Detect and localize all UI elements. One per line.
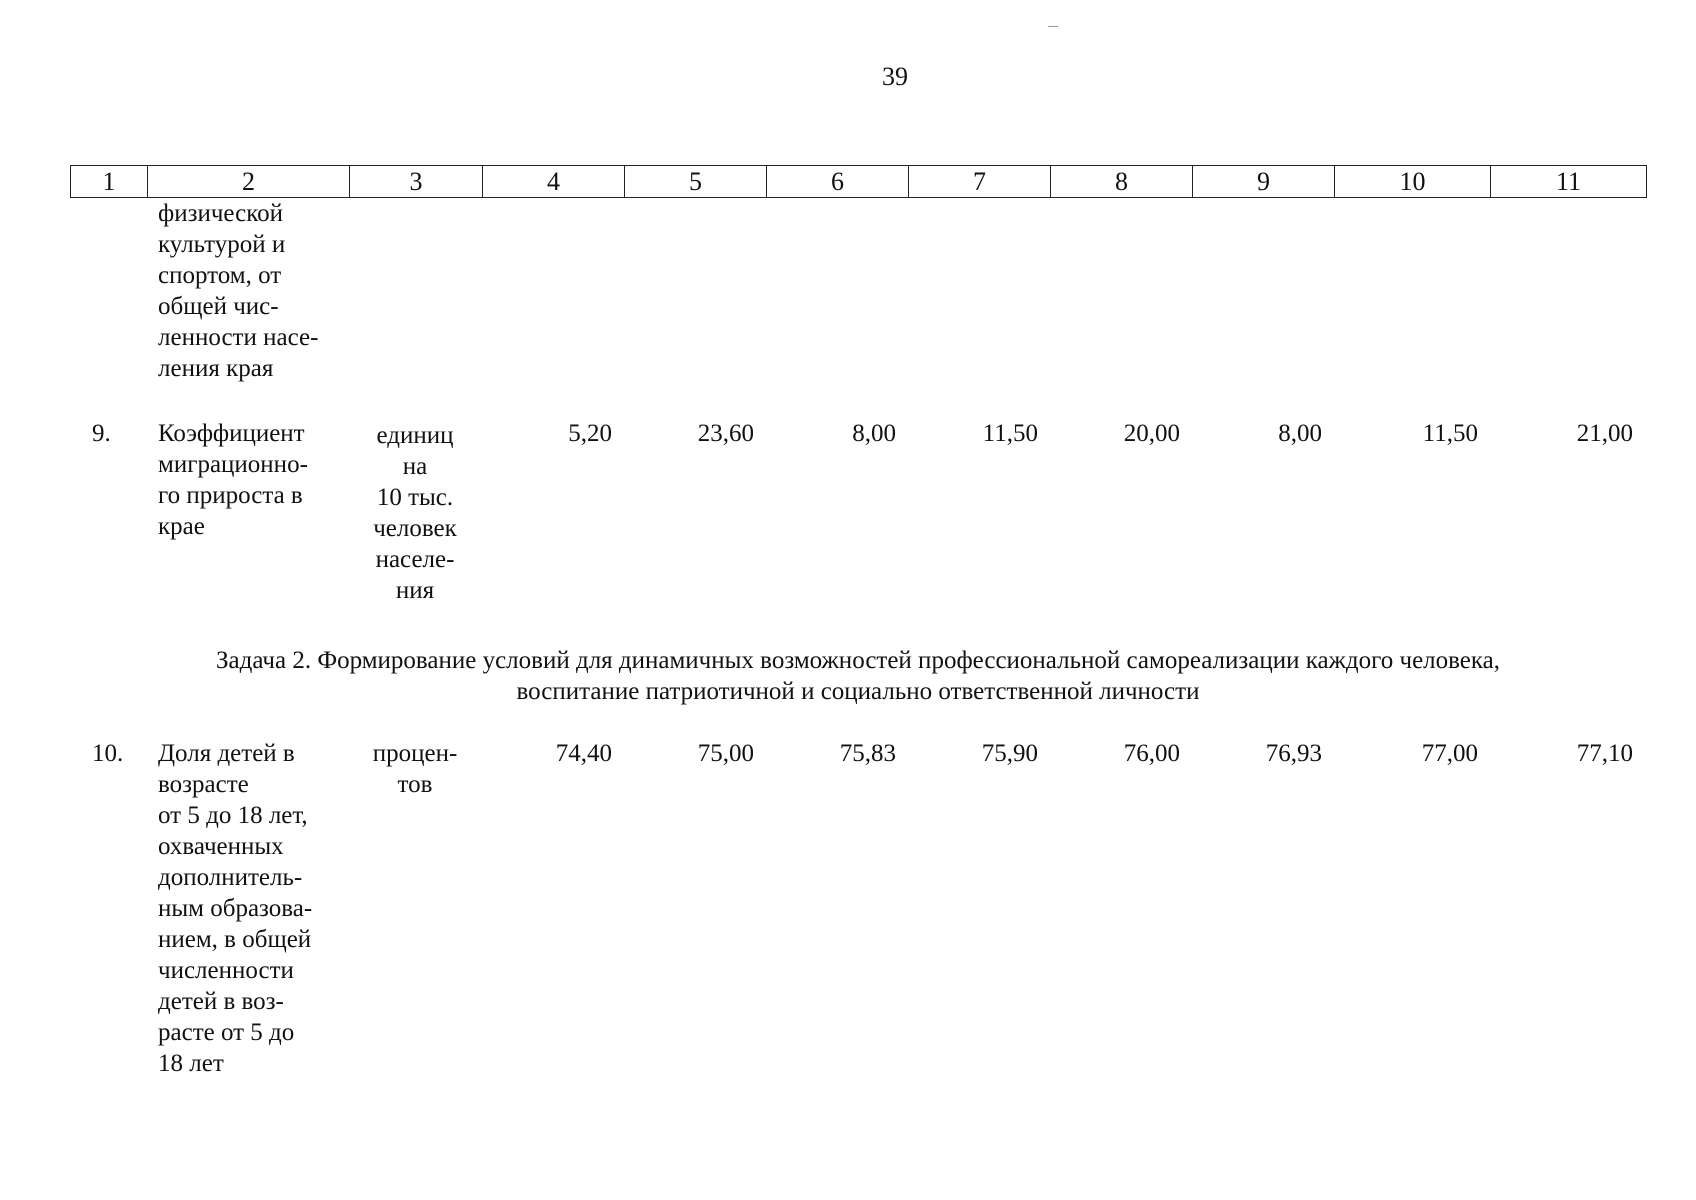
unit-line: населе- xyxy=(375,546,455,573)
row9-number: 9. xyxy=(92,420,111,447)
scan-mark xyxy=(1048,26,1058,27)
row9-value-col4: 5,20 xyxy=(568,420,612,447)
unit-line: 10 тыс. xyxy=(376,484,454,511)
unit-line: человек xyxy=(373,515,457,542)
header-col-11: 11 xyxy=(1491,166,1647,198)
unit-line: на xyxy=(402,453,428,480)
unit-line: ния xyxy=(395,577,435,604)
name-line: Доля детей в xyxy=(158,740,295,767)
continued-indicator-name xyxy=(158,198,348,384)
header-col-5: 5 xyxy=(625,166,767,198)
row10-number: 10. xyxy=(92,740,124,767)
name-line: культурой и xyxy=(158,231,286,258)
table-header-row xyxy=(70,165,1647,198)
name-line: детей в воз- xyxy=(158,988,284,1015)
name-line: от 5 до 18 лет, xyxy=(158,802,308,829)
name-line: ления края xyxy=(158,355,274,382)
header-col-10: 10 xyxy=(1335,166,1491,198)
name-line: возрасте xyxy=(158,771,249,798)
header-col-2: 2 xyxy=(148,166,350,198)
header-col-7: 7 xyxy=(909,166,1051,198)
page-number: 39 xyxy=(882,62,908,91)
unit-line: тов xyxy=(397,771,433,798)
row10-unit xyxy=(360,738,470,800)
row9-value-col8: 20,00 xyxy=(1123,420,1180,447)
section-heading-line: воспитание патриотичной и социально ответственной личности xyxy=(516,678,1200,705)
row10-value-col6: 75,83 xyxy=(839,740,896,767)
row9-unit xyxy=(360,420,470,606)
name-line: Коэффициент xyxy=(158,420,305,447)
name-line: 18 лет xyxy=(158,1050,224,1077)
row10-indicator-name xyxy=(158,738,348,1079)
row10-value-col9: 76,93 xyxy=(1265,740,1322,767)
header-col-3: 3 xyxy=(350,166,483,198)
row10-value-col11: 77,10 xyxy=(1576,740,1633,767)
section-heading xyxy=(70,645,1646,707)
row9-value-col11: 21,00 xyxy=(1576,420,1633,447)
row9-indicator-name xyxy=(158,418,348,542)
name-line: дополнитель- xyxy=(158,864,303,891)
name-line: нием, в общей xyxy=(158,926,312,953)
row10-value-col4: 74,40 xyxy=(555,740,612,767)
section-heading-line: Задача 2. Формирование условий для динамичных возможностей профессиональной самореализации каждого человека, xyxy=(215,647,1501,674)
name-line: общей чис- xyxy=(158,293,279,320)
unit-line: процен- xyxy=(372,740,458,767)
name-line: го прироста в xyxy=(158,482,303,509)
name-line: ным образова- xyxy=(158,895,313,922)
name-line: охваченных xyxy=(158,833,284,860)
header-col-9: 9 xyxy=(1193,166,1335,198)
header-col-4: 4 xyxy=(483,166,625,198)
row9-value-col5: 23,60 xyxy=(697,420,754,447)
header-col-8: 8 xyxy=(1051,166,1193,198)
row10-value-col5: 75,00 xyxy=(697,740,754,767)
row9-value-col9: 8,00 xyxy=(1278,420,1322,447)
header-col-6: 6 xyxy=(767,166,909,198)
header-col-1: 1 xyxy=(71,166,148,198)
row9-value-col10: 11,50 xyxy=(1422,420,1478,447)
name-line: расте от 5 до xyxy=(158,1019,295,1046)
row9-value-col6: 8,00 xyxy=(852,420,896,447)
unit-line: единиц xyxy=(376,422,454,449)
name-line: физической xyxy=(158,200,283,227)
name-line: миграционно- xyxy=(158,451,308,478)
name-line: крае xyxy=(158,513,205,540)
row10-value-col10: 77,00 xyxy=(1421,740,1478,767)
row10-value-col7: 75,90 xyxy=(981,740,1038,767)
row9-value-col7: 11,50 xyxy=(982,420,1038,447)
row10-value-col8: 76,00 xyxy=(1123,740,1180,767)
name-line: численности xyxy=(158,957,294,984)
name-line: ленности насе- xyxy=(158,324,319,351)
name-line: спортом, от xyxy=(158,262,282,289)
